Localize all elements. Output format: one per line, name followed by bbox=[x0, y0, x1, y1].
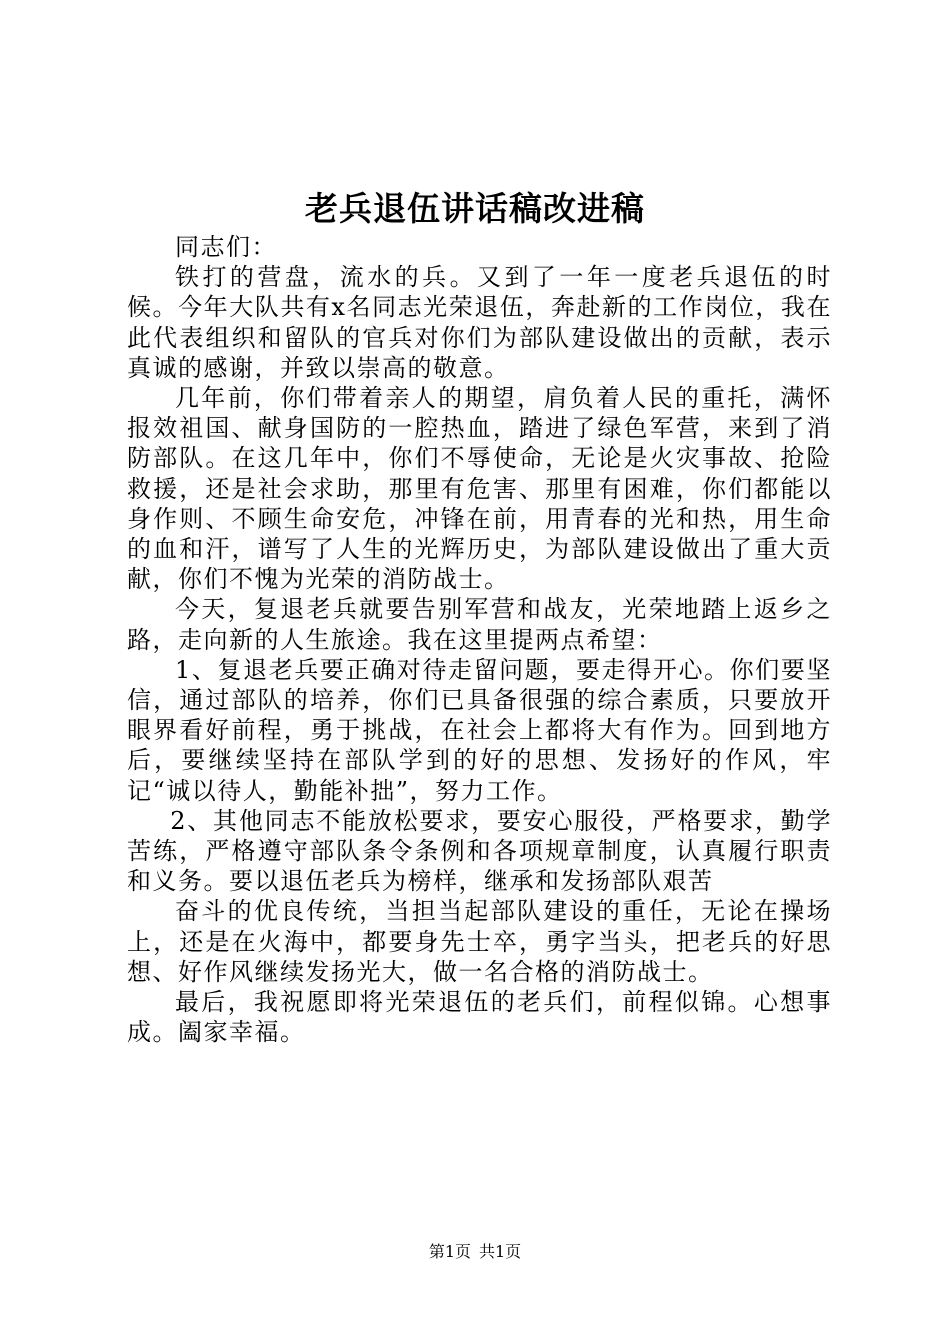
paragraph-service: 几年前，你们带着亲人的期望，肩负着人民的重托，满怀报效祖国、献身国防的一腔热血，踏进了绿色军营，来到了消防部队。在这几年中，你们不辱使命，无论是火灾事故、抢险救援，还是社会求助，那里有危害、那里有困难，你们都能以身作则、不顾生命安危，冲锋在前，用青春的光和热，用生命的血和汗，谱写了人生的光辉历史，为部队建设做出了重大贡献，你们不愧为光荣的消防战士。 bbox=[127, 384, 832, 594]
page-number-current: 第1页 bbox=[428, 1242, 471, 1261]
paragraph-hope-1: 1、复退老兵要正确对待走留问题，要走得开心。你们要坚信，通过部队的培养，你们已具备很强的综合素质，只要放开眼界看好前程，勇于挑战，在社会上都将大有作为。回到地方后，要继续坚持在部队学到的好的思想、发扬好的作风，牢记“诚以待人，勤能补拙”，努力工作。 bbox=[127, 655, 832, 805]
document-title: 老兵退伍讲话稿改进稿 bbox=[305, 189, 645, 228]
page-footer bbox=[0, 1241, 950, 1263]
document-body bbox=[127, 232, 832, 1047]
page-number-total: 共1页 bbox=[479, 1242, 522, 1261]
paragraph-closing: 最后，我祝愿即将光荣退伍的老兵们，前程似锦。心想事成。阖家幸福。 bbox=[127, 988, 832, 1047]
paragraph-hope-2-continued: 奋斗的优良传统，当担当起部队建设的重任，无论在操场上，还是在火海中，都要身先士卒，勇字当头，把老兵的好思想、好作风继续发扬光大，做一名合格的消防战士。 bbox=[127, 897, 832, 986]
paragraph-opening: 铁打的营盘，流水的兵。又到了一年一度老兵退伍的时候。今年大队共有x名同志光荣退伍，奔赴新的工作岗位，我在此代表组织和留队的官兵对你们为部队建设做出的贡献，表示真诚的感谢，并致以崇高的敬意。 bbox=[127, 263, 832, 382]
paragraph-hopes-intro: 今天，复退老兵就要告别军营和战友，光荣地踏上返乡之路，走向新的人生旅途。我在这里提两点希望： bbox=[127, 595, 832, 654]
paragraph-hope-2: 2、其他同志不能放松要求，要安心服役，严格要求，勤学苦练，严格遵守部队条令条例和各项规章制度，认真履行职责和义务。要以退伍老兵为榜样，继承和发扬部队艰苦 bbox=[127, 806, 832, 896]
salutation: 同志们： bbox=[175, 233, 277, 261]
